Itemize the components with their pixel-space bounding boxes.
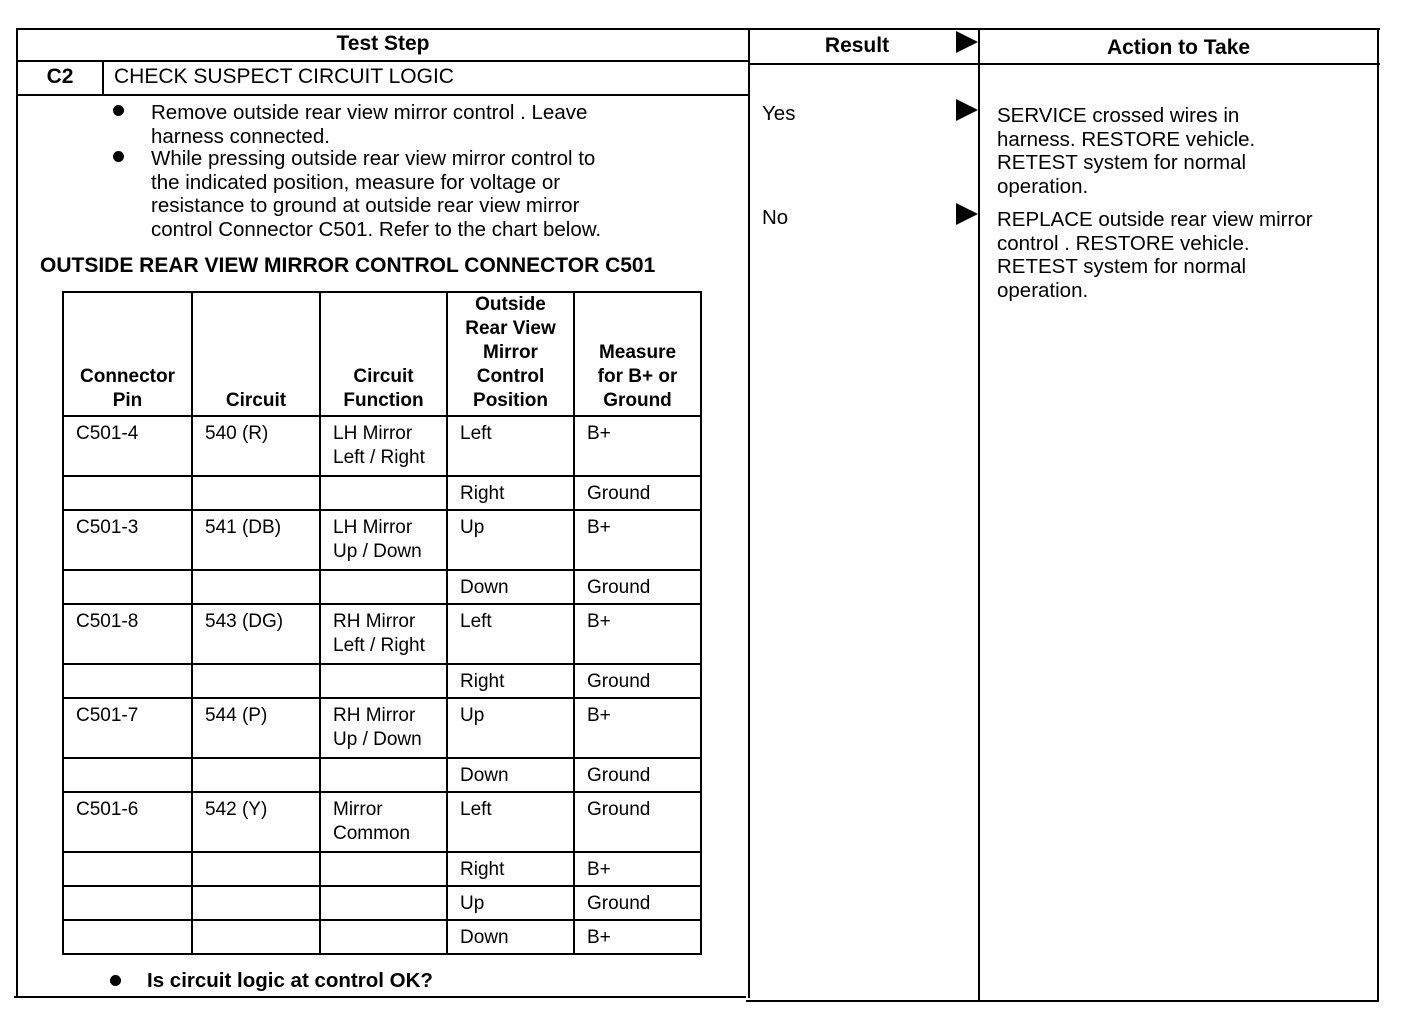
cell-pin — [63, 886, 192, 920]
instruction-2: While pressing outside rear view mirror control to the indicated position, measure for voltage or resistance to ground at outside rear view mirror control Connector C501. Refer to the chart below. — [151, 147, 602, 241]
col-header-circuit: Circuit — [192, 292, 320, 416]
cell-measure: Ground — [574, 792, 701, 852]
chart-title: OUTSIDE REAR VIEW MIRROR CONTROL CONNECTOR C501 — [40, 254, 656, 277]
table-row — [63, 792, 701, 852]
cell-measure: Ground — [574, 886, 701, 920]
cell-position: Left — [447, 604, 574, 664]
cell-pin — [63, 920, 192, 954]
cell-position: Down — [447, 758, 574, 792]
bullet-icon — [113, 105, 124, 116]
cell-measure: B+ — [574, 852, 701, 886]
header-arrow-icon — [956, 31, 978, 53]
table-row — [63, 698, 701, 758]
header-test-step: Test Step — [336, 32, 430, 55]
col-header-circuit-function: Circuit Function — [320, 292, 447, 416]
table-header-row — [63, 292, 701, 416]
frame-bottom-right — [746, 1000, 1378, 1002]
cell-pin: C501-8 — [63, 604, 192, 664]
cell-position: Left — [447, 416, 574, 476]
cell-position: Left — [447, 792, 574, 852]
cell-pin — [63, 852, 192, 886]
result-no: No — [762, 206, 789, 229]
cell-position: Right — [447, 664, 574, 698]
cell-circuit: 544 (P) — [192, 698, 320, 758]
table-row — [63, 886, 701, 920]
cell-measure: B+ — [574, 920, 701, 954]
cell-circuit — [192, 920, 320, 954]
header-bottom-right — [750, 63, 1380, 65]
cell-circuit — [192, 476, 320, 510]
action-yes: SERVICE crossed wires in harness. RESTORE vehicle. RETEST system for normal operation. — [997, 104, 1256, 198]
cell-pin: C501-4 — [63, 416, 192, 476]
table-row — [63, 510, 701, 570]
cell-function: LH Mirror Up / Down — [320, 510, 447, 570]
frame-top — [18, 28, 1380, 30]
frame-left — [16, 28, 18, 998]
frame-bottom-left — [14, 996, 746, 998]
cell-function: RH Mirror Left / Right — [320, 604, 447, 664]
cell-pin — [63, 476, 192, 510]
action-no: REPLACE outside rear view mirror control . RESTORE vehicle. RETEST system for normal operation. — [997, 208, 1313, 302]
cell-circuit: 542 (Y) — [192, 792, 320, 852]
result-action-divider — [978, 28, 980, 1002]
table-row — [63, 852, 701, 886]
cell-position: Down — [447, 920, 574, 954]
cell-circuit — [192, 664, 320, 698]
col-header-measure: Measure for B+ or Ground — [574, 292, 701, 416]
cell-position: Right — [447, 852, 574, 886]
instruction-1: Remove outside rear view mirror control . Leave harness connected. — [151, 101, 588, 148]
table-row — [63, 920, 701, 954]
cell-measure: B+ — [574, 416, 701, 476]
cell-measure: B+ — [574, 698, 701, 758]
cell-pin — [63, 664, 192, 698]
table-row — [63, 570, 701, 604]
bullet-icon — [110, 975, 121, 986]
result-yes: Yes — [762, 102, 796, 125]
cell-function — [320, 664, 447, 698]
cell-circuit — [192, 570, 320, 604]
connector-pin-table — [62, 291, 702, 955]
cell-position: Up — [447, 510, 574, 570]
cell-position: Up — [447, 698, 574, 758]
cell-function: Mirror Common — [320, 792, 447, 852]
cell-circuit: 541 (DB) — [192, 510, 320, 570]
cell-pin: C501-3 — [63, 510, 192, 570]
cell-pin — [63, 570, 192, 604]
cell-pin — [63, 758, 192, 792]
table-row — [63, 476, 701, 510]
cell-function: RH Mirror Up / Down — [320, 698, 447, 758]
cell-circuit — [192, 886, 320, 920]
cell-function: LH Mirror Left / Right — [320, 416, 447, 476]
cell-function — [320, 886, 447, 920]
header-result: Result — [824, 34, 890, 57]
cell-circuit — [192, 758, 320, 792]
cell-circuit: 540 (R) — [192, 416, 320, 476]
table-row — [63, 664, 701, 698]
cell-position: Down — [447, 570, 574, 604]
cell-pin: C501-6 — [63, 792, 192, 852]
cell-measure: Ground — [574, 570, 701, 604]
arrow-yes-icon — [956, 99, 978, 121]
header-action: Action to Take — [1106, 36, 1251, 59]
question: Is circuit logic at control OK? — [147, 969, 433, 992]
table-row — [63, 758, 701, 792]
table-row — [63, 416, 701, 476]
cell-position: Up — [447, 886, 574, 920]
step-id-divider — [102, 60, 104, 94]
cell-function — [320, 852, 447, 886]
col-header-connector-pin: Connector Pin — [63, 292, 192, 416]
bullet-icon — [113, 151, 124, 162]
cell-measure: B+ — [574, 604, 701, 664]
cell-function — [320, 570, 447, 604]
cell-measure: Ground — [574, 758, 701, 792]
cell-measure: Ground — [574, 664, 701, 698]
cell-circuit — [192, 852, 320, 886]
col-header-control-position: Outside Rear View Mirror Control Position — [447, 292, 574, 416]
cell-function — [320, 476, 447, 510]
cell-pin: C501-7 — [63, 698, 192, 758]
step-row-bottom — [18, 94, 750, 96]
cell-position: Right — [447, 476, 574, 510]
cell-function — [320, 920, 447, 954]
arrow-no-icon — [956, 203, 978, 225]
table-row — [63, 604, 701, 664]
cell-measure: Ground — [574, 476, 701, 510]
cell-circuit: 543 (DG) — [192, 604, 320, 664]
test-result-divider — [748, 28, 750, 998]
step-id: C2 — [46, 65, 74, 88]
frame-right — [1377, 28, 1379, 1002]
step-title: CHECK SUSPECT CIRCUIT LOGIC — [114, 65, 454, 88]
cell-function — [320, 758, 447, 792]
cell-measure: B+ — [574, 510, 701, 570]
